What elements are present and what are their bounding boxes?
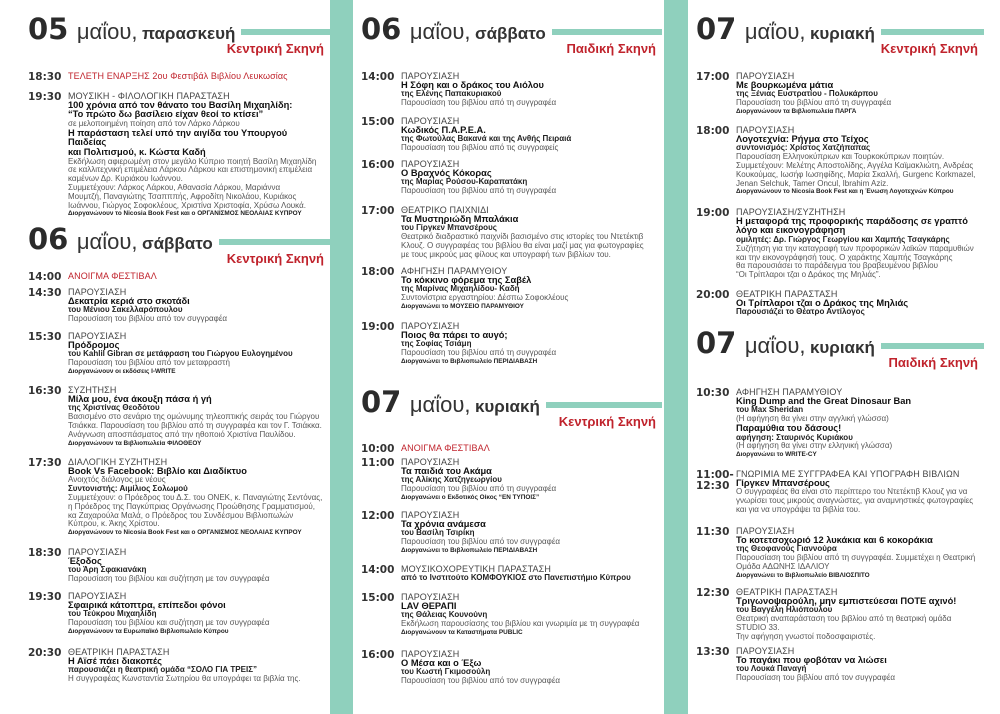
day-number: 05 (28, 12, 69, 46)
event-title: λόγο και εικονογράφηση (736, 225, 846, 236)
event-title: Τριγωνοψαρούλη, μην εμπιστεύεσαι ΠΟΤΕ αχινό! (736, 595, 957, 606)
event-author: του Γίργκεν Μπανσέρους (401, 223, 497, 233)
day-number: 06 (28, 222, 69, 256)
schedule-event (696, 290, 980, 317)
event-author: του Βαγγέλη Ηλιόπουλου (736, 605, 833, 615)
event-title: 100 χρόνια από τον θάνατο του Βασίλη Μιχαηλίδη: (68, 99, 293, 110)
event-author: Παρουσιάζει το Θέατρο Αντίλογος (736, 307, 865, 317)
event-title: LAV ΘΕΡΑΠΙ (401, 600, 457, 611)
event-description: κα Ζαχαρούλα Μαλά, ο Πρόεδρος του Συνδέσμου Βιβλιοπωλών (68, 510, 294, 520)
stage-label: Παιδική Σκηνή (566, 41, 656, 56)
schedule-event (361, 593, 658, 638)
weekday-label: σάββατο (141, 234, 213, 253)
event-type: ΠΑΡΟΥΣΙΑΣΗ (736, 125, 795, 135)
event-title: Ο Μέσα και ο Έξω (401, 657, 482, 668)
event-author: της Φωτούλας Βακανά και της Ανθής Πειραιά (401, 134, 572, 144)
event-body (736, 388, 980, 460)
event-author: από το Ινστιτούτο ΚΟΜΦΟΥΚΙΟΣ στο Πανεπιστήμιο Κύπρου (401, 572, 631, 582)
event-title: Γίργκεν Μπανσέρους (736, 477, 830, 488)
month-label: μαΐου, (76, 229, 138, 254)
schedule-event (696, 72, 980, 117)
event-organizer: Διοργανώνουν οι εκδόσεις I-WRITE (68, 367, 176, 375)
event-description: σε καλλιτεχνική επιμέλεια Λάρκου Λάρκου και επιστημονική επιμέλεια (68, 165, 313, 175)
event-type: ΠΑΡΟΥΣΙΑΣΗ/ΣΥΖΗΤΗΣΗ (736, 207, 846, 217)
schedule-event (28, 386, 326, 448)
event-type: ΠΑΡΟΥΣΙΑΣΗ (68, 547, 127, 557)
event-time: 15:00 (361, 116, 395, 128)
event-type: ΠΑΡΟΥΣΙΑΣΗ (401, 321, 460, 331)
event-title: Η μεταφορά της προφορικής παράδοσης σε γραπτό (736, 215, 968, 226)
event-time: 16:00 (361, 159, 395, 171)
event-type: ΑΦΗΓΗΣΗ ΠΑΡΑΜΥΘΙΟΥ (401, 266, 508, 276)
event-author: παρουσιάζει η θεατρική ομάδα “ΣΟΛΟ ΓΙΑ ΤΡΕΙΣ” (68, 665, 257, 675)
event-description: Ιωάννου, Γιώργος Σοφοκλέους, Χριστίνα Χριστοφία, Χρύσω Λουκά. (68, 200, 306, 210)
stage-label: Κεντρική Σκηνή (226, 41, 324, 56)
schedule-event (28, 272, 326, 281)
event-time: 11:00- 12:30 (696, 469, 734, 492)
event-description: Κουκούμας, Ιωσήφ Ιωσηφίδης, Μαρία Σκαλλή, Gurgenc Korkmazel, (736, 169, 976, 179)
event-type: ΑΝΟΙΓΜΑ ΦΕΣΤΙΒΑΛ (401, 443, 490, 453)
weekday-label: κυριακή (809, 24, 875, 43)
event-author: αφήγηση: Σταυρινός Κυριάκου (736, 432, 853, 442)
day-label (355, 385, 546, 419)
event-description: η Πρόεδρος της Παγκύπριας Οργάνωσης Προώθησης Γραμματισμού, (68, 501, 316, 511)
day-header (690, 12, 984, 60)
event-type: ΑΦΗΓΗΣΗ ΠΑΡΑΜΥΘΙΟΥ (736, 387, 843, 397)
event-author: Συντονιστής: Αιμίλιος Σολωμού (68, 484, 188, 494)
event-type: ΠΑΡΟΥΣΙΑΣΗ (401, 457, 460, 467)
day-number: 07 (361, 385, 402, 419)
event-body (736, 588, 980, 642)
schedule-event (28, 548, 326, 584)
event-type: ΣΥΖΗΤΗΣΗ (68, 385, 117, 395)
event-description: Βασισμένο στο σενάριο της ομώνυμης τηλεοπτικής σειράς του Γιώργου (68, 412, 320, 422)
event-description: Ανοιχτός διάλογος με νέους (68, 475, 166, 485)
event-body (401, 322, 658, 367)
event-time: 17:30 (28, 457, 62, 469)
event-body (736, 208, 980, 280)
event-author: της Χριστίνας Θεοδότου (68, 403, 160, 413)
event-body (401, 160, 658, 196)
event-author: ομιλητές: Δρ. Γιώργος Γεωργίου και Χαμπής Τσαγκάρης (736, 234, 950, 244)
event-author: της Σοφίας Τσιάμη (401, 339, 472, 349)
event-organizer: Διοργανώνουν το Nicosia Book Fest και ο ΟΡΓΑΝΙΣΜΟΣ ΝΕΟΛΑΙΑΣ ΚΥΠΡΟΥ (68, 529, 302, 537)
event-title: “Το πρώτο δω βασίλειο είχαν θεοί το κτίσει” (68, 109, 264, 120)
month-label: μαΐου, (744, 333, 806, 358)
event-description: Παρουσίαση του βιβλίου από τον μεταφραστή (68, 358, 230, 368)
event-description: καμένων Δρ. Κυριάκου Ιωάννου. (68, 174, 183, 184)
event-organizer: Διοργανώνουν το Nicosia Book Fest και η Ένωση Λογοτεχνών Κύπρου (736, 188, 954, 196)
event-author: της Θάλειας Κουνούνη (401, 610, 488, 620)
event-title: King Dump and the Great Dinosaur Ban (736, 395, 912, 406)
event-author: της Ελένης Παπακυριακού (401, 89, 502, 99)
event-description: Η συγγραφέας Κωνσταντία Σωτηρίου θα υπογράφει τα βιβλία της. (68, 674, 301, 684)
event-description: (Η αφήγηση θα γίνει στην αγγλική γλώσσα) (736, 414, 889, 424)
event-description: και την εικονογράφησή τους. Ο χαράκτης Χαμπής Τσαγκάρης (736, 252, 953, 262)
event-author: του Max Sheridan (736, 405, 804, 415)
teal-stripe-left (330, 0, 353, 714)
event-description: Εκδήλωση αφιερωμένη στον μεγάλο Κύπριο ποιητή Βασίλη Μιχαηλίδη (68, 156, 317, 166)
event-title: Το κοτετσοχωριό 12 λυκάκια και 6 κοκοράκια (736, 534, 933, 545)
event-description: Μουμτζή, Παναγιώτης Τσαπππής, Αφροδίτη Νικολάου, Κυριάκος (68, 191, 297, 201)
event-body (401, 650, 658, 686)
event-author: του Μένιου Σακελλαρόπουλου (68, 305, 183, 315)
event-body (401, 565, 658, 583)
event-description: “Οι Τρίπλαροι τζαι ο Δράκος της Μηλιάς”. (736, 270, 881, 280)
schedule-event (361, 117, 658, 153)
event-body (68, 548, 326, 584)
schedule-event (28, 92, 326, 219)
schedule-event (28, 332, 326, 377)
event-time: 13:30 (696, 646, 730, 658)
event-title: Έξοδος (68, 555, 102, 566)
day-label (355, 12, 552, 46)
schedule-event (361, 267, 658, 312)
event-time: 15:00 (361, 592, 395, 604)
event-title: Το παγάκι που φοβόταν να λιώσει (736, 654, 887, 665)
event-title: Το κόκκινο φόρεμα της Σαβέλ (401, 274, 532, 285)
event-type: ΠΑΡΟΥΣΙΑΣΗ (68, 287, 127, 297)
event-title: Η Αϊσέ πάει διακοπές (68, 655, 162, 666)
event-author: του Βασίλη Τσιρίκη (401, 528, 475, 538)
day-number: 06 (361, 12, 402, 46)
event-type: ΜΟΥΣΙΚΟΧΟΡΕΥΤΙΚΗ ΠΑΡΑΣΤΑΣΗ (401, 564, 551, 574)
event-description: Θεατρική αναπαράσταση του βιβλίου από τη θεατρική ομάδα STUDIO 33. (736, 614, 952, 632)
event-time: 19:00 (696, 207, 730, 219)
event-description: Ομάδα ΑΔΩΝΗΣ ΙΔΑΛΙΟΥ (736, 561, 830, 571)
event-type: ΠΑΡΟΥΣΙΑΣΗ (401, 510, 460, 520)
day-number: 07 (696, 12, 737, 46)
event-description: Συμμετέχουν: ο Πρόεδρος του Δ.Σ. του ΟΝΕΚ, κ. Παναγιώτης Σεντόνας, (68, 492, 323, 502)
event-body (401, 458, 658, 503)
event-title: Με βουρκωμένα μάτια (736, 79, 834, 90)
event-time: 15:30 (28, 331, 62, 343)
event-organizer: Διοργανώνουν τα Ευρωπαϊκό Βιβλιοπωλείο Κύπρου (68, 627, 229, 635)
event-organizer: Διοργανώνει το Βιβλιοπωλείο ΠΕΡΙΔΙΑΒΑΣΗ (401, 546, 538, 554)
event-time: 14:00 (361, 564, 395, 576)
event-organizer: Διοργανώνει το Βιβλιοπωλείο ΠΕΡΙΔΙΑΒΑΣΗ (401, 357, 538, 365)
event-author: της Θεοφανούς Γιαννούρα (736, 544, 837, 554)
event-description: Ανάγνωση αποσπάσματος από την ηθοποιό Χριστίνα Παυλίδου. (68, 429, 296, 439)
event-body (401, 444, 658, 453)
event-type: ΜΟΥΣΙΚΗ - ΦΙΛΟΛΟΓΙΚΗ ΠΑΡΑΣΤΑΣΗ (68, 91, 230, 101)
event-body (736, 470, 980, 515)
weekday-label: κυριακή (474, 397, 540, 416)
event-type: ΠΑΡΟΥΣΙΑΣΗ (401, 159, 460, 169)
schedule-event (28, 458, 326, 538)
event-title: Λογοτεχνία: Ρήγμα στο Τείχος (736, 133, 869, 144)
schedule-event (361, 444, 658, 453)
event-time: 16:30 (28, 385, 62, 397)
event-type: ΠΑΡΟΥΣΙΑΣΗ (736, 646, 795, 656)
event-time: 14:00 (28, 271, 62, 283)
event-time: 19:00 (361, 321, 395, 333)
event-author: της Ξένιας Ευστρατίου - Πολυκάρπου (736, 89, 878, 99)
event-description: Παρουσίαση του βιβλίου από τη συγγραφέα (401, 484, 557, 494)
event-time: 10:30 (696, 387, 730, 399)
event-type: ΠΑΡΟΥΣΙΑΣΗ (401, 116, 460, 126)
day-header (22, 222, 330, 270)
event-description: Παρουσίαση του βιβλίου από τη συγγραφέα (401, 348, 557, 358)
event-organizer: Διοργανώνει ο Εκδοτικός Οίκος “ΕΝ ΤΥΠΟΙΣ” (401, 493, 540, 501)
day-label (690, 12, 881, 46)
day-label (690, 326, 881, 360)
weekday-label: κυριακή (809, 338, 875, 357)
event-description: (Η αφήγηση θα γίνει στην ελληνική γλώσσα) (736, 441, 893, 451)
event-body (68, 592, 326, 637)
event-description: θα παρουσιάσει το παράδειγμα του βραβευμένου βιβλίου (736, 261, 938, 271)
event-author: του Kahlil Gibran σε μετάφραση του Γιώργου Ευλογημένου (68, 349, 293, 359)
day-header (355, 12, 662, 60)
stage-label: Παιδική Σκηνή (888, 355, 978, 370)
event-description: Παρουσίαση του βιβλίου από τη συγγραφέα (401, 98, 557, 108)
event-description: Παρουσίαση του βιβλίου από τον συγγραφέα (401, 676, 561, 686)
event-body (68, 332, 326, 377)
event-description: Παρουσίαση του βιβλίου και συζήτηση με τον συγγραφέα (68, 618, 270, 628)
weekday-label: παρασκευή (141, 24, 236, 43)
month-label: μαΐου, (76, 19, 138, 44)
day-header (22, 12, 330, 60)
event-description: Παρουσίαση του βιβλίου από τις συγγραφείς (401, 143, 559, 153)
event-author: της Αλίκης Χατζηγεωργίου (401, 475, 502, 485)
day-header (355, 385, 662, 433)
event-title: και Πολιτισμού, κ. Κώστα Καδή (68, 146, 206, 157)
event-description: Παρουσίαση του βιβλίου και συζήτηση με τον συγγραφέα (68, 574, 270, 584)
event-time: 18:00 (696, 125, 730, 137)
event-description: Παρουσίαση Ελληνοκύπριων και Τουρκοκύπριων ποιητών. (736, 152, 945, 162)
event-organizer: Διοργανώνει το ΜΟΥΣΕΙΟ ΠΑΡΑΜΥΘΙΟΥ (401, 302, 524, 310)
event-type: ΤΕΛΕΤΗ ΕΝΑΡΞΗΣ 2ου Φεστιβάλ Βιβλίου Λευκωσίας (68, 71, 288, 81)
event-organizer: Διοργανώνει το Βιβλιοπωλείο ΒΙΒΛΙΟΣΠΙΤΟ (736, 571, 870, 579)
event-author: του Λουκά Παναγή (736, 664, 807, 674)
event-description: Παρουσίαση του βιβλίου από τη συγγραφέα (736, 98, 892, 108)
stage-label: Κεντρική Σκηνή (558, 414, 656, 429)
event-type: ΓΝΩΡΙΜΙΑ ΜΕ ΣΥΓΓΡΑΦΕΑ ΚΑΙ ΥΠΟΓΡΑΦΗ ΒΙΒΛΙΩΝ (736, 469, 960, 479)
event-title: Τα χρόνια ανάμεσα (401, 518, 486, 529)
event-description: Παρουσίαση του βιβλίου από τον συγγραφέα (736, 673, 896, 683)
event-type: ΑΝΟΙΓΜΑ ΦΕΣΤΙΒΑΛ (68, 271, 157, 281)
event-title: Κωδικός Π.Α.Ρ.Ε.Α. (401, 124, 486, 135)
schedule-event (696, 527, 980, 581)
event-body (68, 92, 326, 219)
event-description: Τσιάκκα. Παρουσίαση του βιβλίου από τη συγγραφέα και τον Γ. Τσιάκκα. (68, 420, 322, 430)
schedule-event (361, 322, 658, 367)
event-organizer: Διοργανώνουν το Nicosia Book Fest και ο ΟΡΓΑΝΙΣΜΟΣ ΝΕΟΛΑΙΑΣ ΚΥΠΡΟΥ (68, 210, 302, 218)
event-type: ΔΙΑΛΟΓΙΚΗ ΣΥΖΗΤΗΣΗ (68, 457, 168, 467)
event-description: Παρουσίαση του βιβλίου από τον συγγραφέα (68, 314, 228, 324)
event-author: της Μαρίας Ρούσου-Καραπατάκη (401, 177, 528, 187)
event-description: Παρουσίαση του βιβλίου από τη συγγραφέα (401, 186, 557, 196)
event-time: 16:00 (361, 649, 395, 661)
weekday-label: σάββατο (474, 24, 546, 43)
event-time: 11:30 (696, 526, 730, 538)
event-body (68, 72, 326, 81)
event-description: Κλουζ. Ο συγγραφέας του βιβλίου θα είναι μαζί μας για φωτογραφίες (401, 240, 644, 250)
event-type: ΘΕΑΤΡΙΚΗ ΠΑΡΑΣΤΑΣΗ (736, 587, 838, 597)
event-body (401, 267, 658, 312)
event-time: 17:00 (696, 71, 730, 83)
month-label: μαΐου, (409, 19, 471, 44)
event-description: γνωρίσει τους μικρούς αναγνώστες, για αναμνηστικές φωτογραφίες (736, 496, 974, 506)
event-title: Τα Μυστηριώδη Μπαλάκια (401, 213, 519, 224)
event-author: του Άρη Σφακιανάκη (68, 565, 147, 575)
event-body (68, 272, 326, 281)
event-type: ΘΕΑΤΡΙΚΗ ΠΑΡΑΣΤΑΣΗ (736, 289, 838, 299)
event-author: συντονισμός: Χρίστος Χατζήπαπας (736, 143, 871, 153)
event-title: Η παράσταση τελεί υπό την αιγίδα του Υπουργού Παιδείας (68, 127, 288, 148)
event-author: της Μαρίνας Μιχαηλίδου- Καδή (401, 284, 520, 294)
column-1 (22, 0, 330, 714)
event-organizer: Διοργανώνουν τα Καταστήματα PUBLIC (401, 628, 523, 636)
schedule-event (361, 160, 658, 196)
event-time: 18:30 (28, 71, 62, 83)
event-time: 20:30 (28, 647, 62, 659)
event-type: ΘΕΑΤΡΙΚΟ ΠΑΙΧΝΙΔΙ (401, 205, 489, 215)
event-time: 20:00 (696, 289, 730, 301)
event-time: 19:30 (28, 91, 62, 103)
column-3 (690, 0, 984, 714)
month-label: μαΐου, (744, 19, 806, 44)
event-organizer: Διοργανώνουν τα Βιβλιοπωλεία ΦΙΛΟΘΕΟΥ (68, 439, 202, 447)
event-title: Ποιος θα πάρει το αυγό; (401, 329, 508, 340)
schedule-event (361, 650, 658, 686)
schedule-event (28, 72, 326, 81)
event-body (68, 386, 326, 448)
stage-label: Κεντρική Σκηνή (226, 251, 324, 266)
schedule-event (696, 388, 980, 460)
event-title: Σφαιρικά κάτοπτρα, επίπεδοι φόνοι (68, 599, 226, 610)
event-time: 10:00 (361, 443, 395, 455)
event-body (401, 72, 658, 108)
event-time: 11:00 (361, 457, 395, 469)
event-body (68, 648, 326, 684)
event-type: ΠΑΡΟΥΣΙΑΣΗ (68, 591, 127, 601)
teal-stripe-right (664, 0, 688, 714)
event-author: του Τεύκρου Μιχαηλίδη (68, 609, 157, 619)
schedule-event (696, 647, 980, 683)
event-type: ΠΑΡΟΥΣΙΑΣΗ (736, 526, 795, 536)
event-time: 14:00 (361, 71, 395, 83)
event-body (736, 72, 980, 117)
event-title: Οι Τρίπλαροι τζαι ο Δράκος της Μηλιάς (736, 297, 909, 308)
schedule-event (28, 592, 326, 637)
event-description: Jenan Selchuk, Tamer Oncul, Ibrahim Aziz. (736, 178, 889, 188)
schedule-event (361, 458, 658, 503)
event-organizer: Διοργανώνουν τα Βιβλιοπωλεία ΠΑΡΓΑ (736, 107, 857, 115)
event-type: ΠΑΡΟΥΣΙΑΣΗ (736, 71, 795, 81)
event-title: Παραμύθια του δάσους! (736, 422, 842, 433)
event-type: ΠΑΡΟΥΣΙΑΣΗ (401, 592, 460, 602)
schedule-event (28, 288, 326, 324)
event-title: Πρόδρομος (68, 339, 120, 350)
schedule-event (28, 648, 326, 684)
schedule-event (696, 470, 980, 515)
event-time: 17:00 (361, 205, 395, 217)
event-description: σε μελοποιημένη ποίηση από τον Λάρκο Λάρκου (68, 118, 240, 128)
event-body (401, 206, 658, 260)
day-number: 07 (696, 326, 737, 360)
event-description: Παρουσίαση του βιβλίου από τον συγγραφέα (401, 537, 561, 547)
event-title: Book Vs Facebook: Βιβλίο και Διαδίκτυο (68, 465, 247, 476)
event-title: Ο Βραχνός Κόκορας (401, 167, 492, 178)
event-time: 18:00 (361, 266, 395, 278)
event-title: Δεκατρία κεριά στο σκοτάδι (68, 295, 190, 306)
event-title: Μίλα μου, ένα άκουξη πάσα ή γή (68, 393, 212, 404)
event-description: Θεατρικό διαδραστικό παιχνίδι βασισμένο στις ιστορίες του Ντετέκτιβ (401, 232, 644, 242)
event-description: Παρουσίαση του βιβλίου από τη συγγραφέα. Συμμετέχει η Θεατρική (736, 553, 976, 563)
event-time: 14:30 (28, 287, 62, 299)
month-label: μαΐου, (409, 392, 471, 417)
event-body (736, 126, 980, 197)
event-organizer: Διοργανώνει το WRITE-CY (736, 451, 817, 459)
event-description: Εκδήλωση παρουσίασης του βιβλίου και γνωριμία με τη συγγραφέα (401, 619, 640, 629)
event-title: Τα παιδιά του Ακάμα (401, 465, 492, 476)
event-description: Ο συγγραφέας θα είναι στο περίπτερο του Ντετέκτιβ Κλουζ για να (736, 487, 968, 497)
event-body (736, 527, 980, 581)
event-type: ΠΑΡΟΥΣΙΑΣΗ (401, 649, 460, 659)
schedule-event (696, 588, 980, 642)
schedule-event (361, 206, 658, 260)
event-body (736, 290, 980, 317)
day-label (22, 12, 241, 46)
event-description: Κύπρου, κ. Άκης Χρίστου. (68, 519, 160, 529)
event-type: ΠΑΡΟΥΣΙΑΣΗ (68, 331, 127, 341)
day-header (690, 326, 984, 374)
schedule-event (361, 511, 658, 556)
event-description: Συντονίστρια εργαστηρίου: Δέσπω Σοφοκλέους (401, 293, 569, 303)
schedule-event (696, 126, 980, 197)
event-body (401, 593, 658, 638)
event-description: και για να υπογράψει τα βιβλία του. (736, 504, 861, 514)
schedule-event (361, 72, 658, 108)
schedule-event (361, 565, 658, 583)
event-type: ΠΑΡΟΥΣΙΑΣΗ (401, 71, 460, 81)
stage-label: Κεντρική Σκηνή (880, 41, 978, 56)
event-body (401, 117, 658, 153)
column-2 (355, 0, 662, 714)
day-label (22, 222, 219, 256)
event-type: ΘΕΑΤΡΙΚΗ ΠΑΡΑΣΤΑΣΗ (68, 647, 170, 657)
event-time: 19:30 (28, 591, 62, 603)
event-time: 12:00 (361, 510, 395, 522)
event-time: 12:30 (696, 587, 730, 599)
event-time: 18:30 (28, 547, 62, 559)
event-body (68, 458, 326, 538)
event-body (401, 511, 658, 556)
schedule-event (696, 208, 980, 280)
event-author: του Κωστή Γκιμοσούλη (401, 667, 491, 677)
event-body (68, 288, 326, 324)
event-description: Συμμετέχουν: Λάρκος Λάρκου, Αθανασία Λάρκου, Μαριάννα (68, 182, 281, 192)
event-title: Η Σόφη και ο δράκος του Αιόλου (401, 79, 544, 90)
event-body (736, 647, 980, 683)
event-description: με τους μικρούς μας φίλους και υπογραφή των βιβλίων του. (401, 249, 611, 259)
event-description: Συμμετέχουν: Μελέτης Αποστολίδης, Αγγέλα Καϊμακλιώτη, Ανδρέας (736, 160, 974, 170)
event-description: Την αφήγηση γνωστοί ποδοσφαιριστές. (736, 631, 876, 641)
event-description: Συζήτηση για την καταγραφή των προφορικών λαϊκών παραμυθιών (736, 243, 974, 253)
